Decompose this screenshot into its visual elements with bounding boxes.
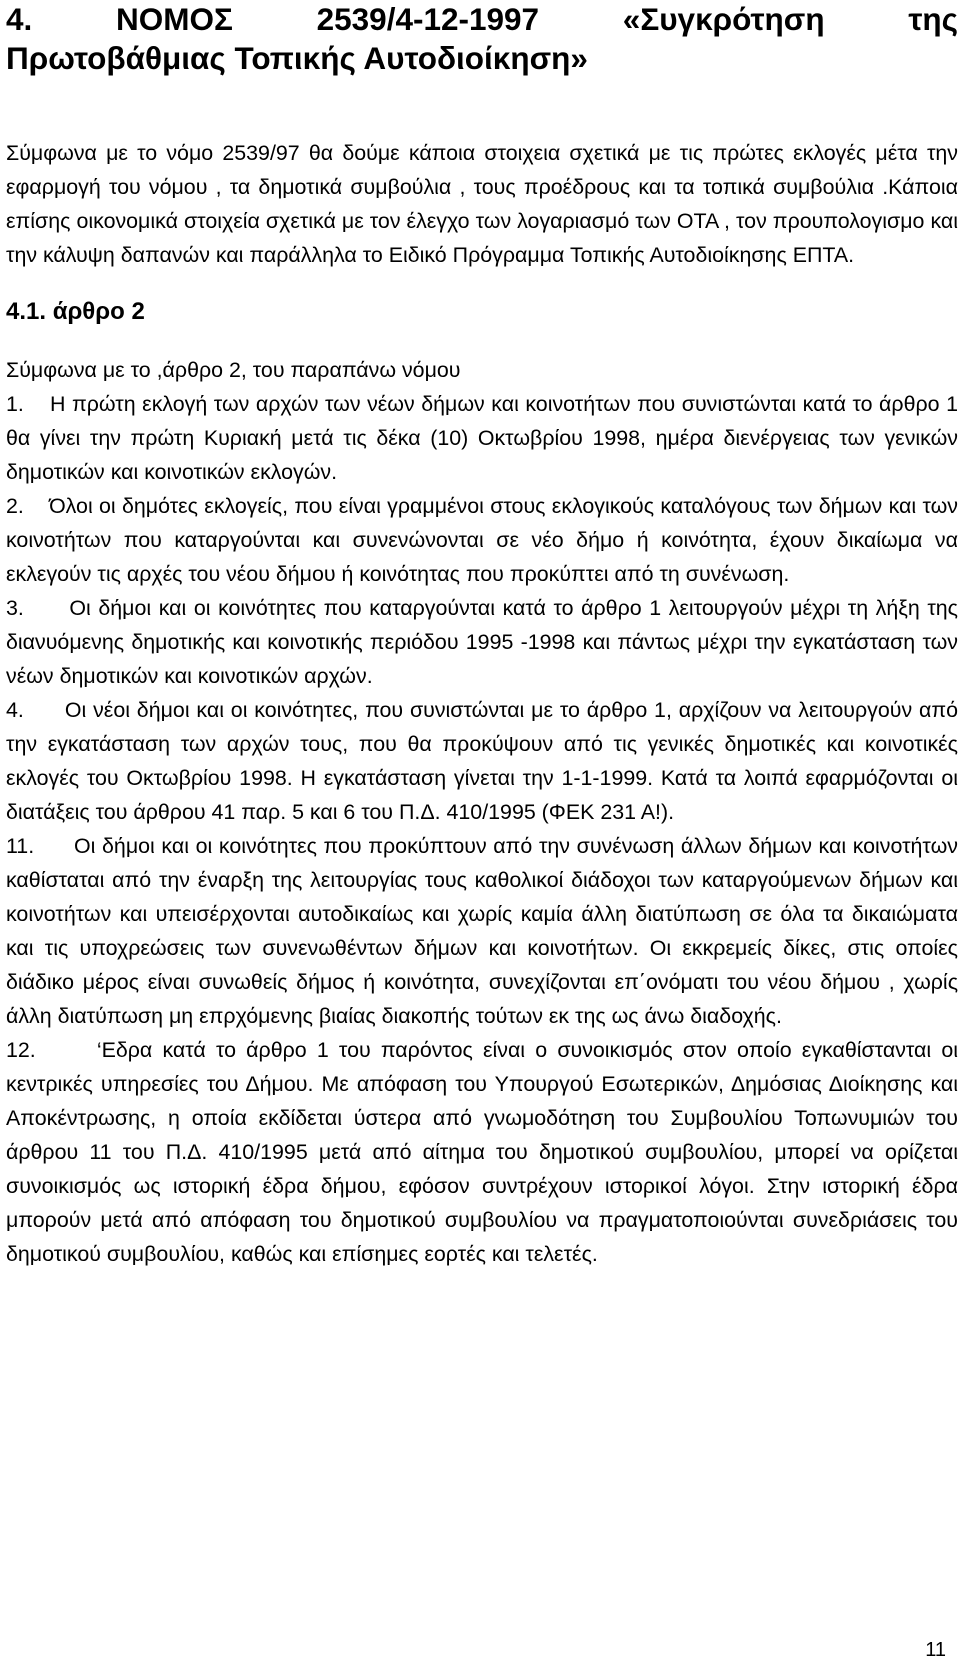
list-item (6, 387, 958, 489)
list-item-number: 11. (6, 834, 35, 858)
list-item (6, 591, 958, 693)
list-item-text: Οι νέοι δήμοι και οι κοινότητες, που συνιστώνται με το άρθρο 1, αρχίζουν να λειτουργούν από την εγκατάσταση των αρχών τους, που θα προκύψουν από τις γενικές δημοτικές και κοινοτικές εκλογές του Οκτωβρίου 1998. Η εγκατάσταση γίνεται την 1-1-1999. Κατά τα λοιπά εφαρμόζονται οι διατάξεις του άρθρου 41 παρ. 5 και 6 του Π.Δ. 410/1995 (ΦΕΚ 231 Α!). (6, 698, 958, 824)
list-item (6, 693, 958, 829)
list-item (6, 829, 958, 1033)
page-number: 11 (925, 1639, 946, 1661)
page-content (6, 0, 958, 1271)
list-item (6, 1033, 958, 1271)
chapter-heading-line-1: 4. ΝΟΜΟΣ 2539/4-12-1997 «Συγκρότηση της (6, 1, 958, 37)
list-item-number: 4. (6, 698, 24, 722)
list-item-number: 3. (6, 596, 24, 620)
list-item-text: Όλοι οι δημότες εκλογείς, που είναι γραμμένοι στους εκλογικούς καταλόγους των δήμων και των κοινοτήτων που καταργούνται και συνενώνονται σε νέο δήμο ή κοινότητα, έχουν δικαίωμα να εκλεγούν τις αρχές του νέου δήμου ή κοινότητας που προκύπτει από τη συνένωση. (6, 494, 958, 586)
section-lead: Σύμφωνα με το ,άρθρο 2, του παραπάνω νόμου (6, 358, 461, 382)
list-item-text: Οι δήμοι και οι κοινότητες που προκύπτουν από την συνένωση άλλων δήμων και κοινοτήτων καθίσταται από την έναρξη της λειτουργίας τους καθολικοί διάδοχοι των καταργούμενων δήμων και κοινοτήτων και υπεισέρχονται αυτοδικαίως και χωρίς καμία άλλη διατύπωση σε όλα τα δικαιώματα και τις υποχρεώσεις των συνενωθέντων δήμων και κοινοτήτων. Οι εκκρεμείς δίκες, στις οποίες διάδικο μέρος είναι συνωθείς δήμος ή κοινότητα, συνεχίζονται επ΄ονόματι του νέου δήμου , χωρίς άλλη διατύπωση μη επρχόμενης βιαίας διακοπής τούτων εκ της ως άνω διαδοχής. (6, 834, 958, 1028)
intro-paragraph: Σύμφωνα με το νόμο 2539/97 θα δούμε κάποια στοιχεια σχετικά με τις πρώτες εκλογές μέτα την εφαρμογή του νόμου , τα δημοτικά συμβούλια , τους προέδρους και τα τοπικά συμβούλια .Κάποια επίσης οικονομικά στοιχεία σχετικά με τον έλεγχο των λογαριασμό των ΟΤΑ , τον προυπολογισμο και την κάλυψη δαπανών και παράλληλα το Ειδικό Πρόγραμμα Τοπικής Αυτοδιοίκησης ΕΠΤΑ. (6, 141, 958, 267)
list-item (6, 489, 958, 591)
list-item-text: ‘Εδρα κατά το άρθρο 1 του παρόντος είναι ο συνοικισμός στον οποίο εγκαθίστανται οι κεντρικές υπηρεσίες του Δήμου. Με απόφαση του Υπουργού Εσωτερικών, Δημόσιας Διοίκησης και Αποκέντρωσης, η οποία εκδίδεται ύστερα από γνωμοδότηση του Συμβουλίου Τοπωνυμιών του άρθρου 11 του Π.Δ. 410/1995 μετά από αίτημα του δημοτικού συμβουλίου, μπορεί να ορίζεται συνοικισμός ως ιστορική έδρα δήμου, εφόσον συντρέχουν ιστορικοί λόγοι. Στην ιστορική έδρα μπορούν μετά από απόφαση του δημοτικού συμβουλίου να πραγματοποιούνται συνεδριάσεις του δημοτικού συμβουλίου, καθώς και επίσημες εορτές και τελετές. (6, 1038, 958, 1266)
list-item-number: 2. (6, 494, 24, 518)
list-item-text: Η πρώτη εκλογή των αρχών των νέων δήμων και κοινοτήτων που συνιστώνται κατά το άρθρο 1 θα γίνει την πρώτη Κυριακή μετά τις δέκα (10) Οκτωβρίου 1998, ημέρα διενέργειας των γενικών δημοτικών και κοινοτικών εκλογών. (6, 392, 958, 484)
chapter-heading (6, 0, 958, 78)
list-item-number: 1. (6, 392, 24, 416)
list-item-text: Οι δήμοι και οι κοινότητες που καταργούνται κατά το άρθρο 1 λειτουργούν μέχρι τη λήξη της διανυόμενης δημοτικής και κοινοτικής περιόδου 1995 -1998 και πάντως μέχρι την εγκατάσταση των νέων δημοτικών και κοινοτικών αρχών. (6, 596, 958, 688)
list-item-number: 12. (6, 1038, 36, 1062)
chapter-heading-line-2: Πρωτοβάθμιας Τοπικής Αυτοδιοίκηση» (6, 40, 588, 76)
section-title: 4.1. άρθρο 2 (6, 298, 145, 325)
